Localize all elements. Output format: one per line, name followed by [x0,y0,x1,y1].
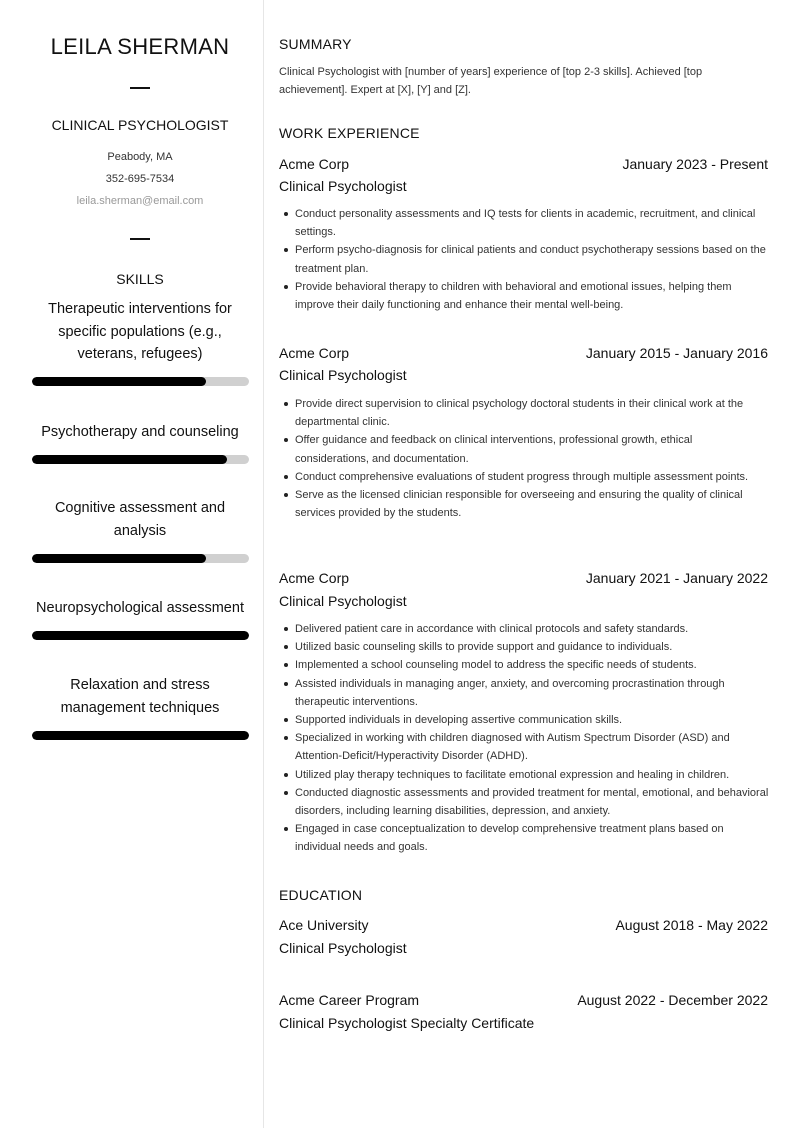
bullet-item: Provide direct supervision to clinical psychology doctoral students in their clinical work at the departmental clinic. [295,395,769,431]
skill-name: Neuropsychological assessment [36,600,244,616]
bullet-item: Implemented a school counseling model to address the specific needs of students. [295,656,769,674]
bullet-item: Provide behavioral therapy to children with behavioral and emotional issues, helping them improve their daily functioning and enhance their mental well-being. [295,278,769,314]
school-name: Ace University [279,917,369,933]
skill-bar-fill [32,455,227,464]
skill-name: Cognitive assessment and analysis [54,500,226,539]
skills-heading: SKILLS [116,271,164,287]
skill-bar [32,731,249,740]
summary-text: Clinical Psychologist with [number of years] experience of [top 2-3 skills]. Achieved [top achievement]. Expert at [X], [Y] and [Z]. [279,66,703,97]
bullet-item: Offer guidance and feedback on clinical interventions, professional growth, ethical considerations, and documentation. [295,431,769,467]
skill-bar-fill [32,731,249,740]
education-dates: August 2018 - May 2022 [615,917,768,933]
bullet-item: Utilized play therapy techniques to facilitate emotional expression and healing in children. [295,766,769,784]
skill-bar [32,377,249,386]
candidate-name: LEILA SHERMAN [50,34,230,59]
divider [130,87,150,89]
job-role: Clinical Psychologist [279,367,407,383]
sidebar [0,0,264,1128]
degree: Clinical Psychologist [279,940,407,956]
company-name: Acme Corp [279,570,350,586]
skill-bar [32,455,249,464]
divider [130,238,150,240]
email[interactable]: leila.sherman@email.com [76,195,204,207]
bullet-item: Conducted diagnostic assessments and provided treatment for mental, emotional, and behavioral disorders, including learning disabilities, depression, and anxiety. [295,784,769,820]
education-heading: EDUCATION [279,887,363,903]
job-bullets [279,205,769,314]
job-dates: January 2023 - Present [622,156,768,172]
bullet-item: Delivered patient care in accordance with clinical protocols and safety standards. [295,620,769,638]
location: Peabody, MA [107,151,173,163]
experience-heading: WORK EXPERIENCE [279,125,420,141]
skill-bar-fill [32,554,206,563]
bullet-item: Utilized basic counseling skills to provide support and guidance to individuals. [295,638,769,656]
bullet-item: Serve as the licensed clinician responsible for overseeing and ensuring the quality of clinical services provided by the students. [295,486,769,522]
company-name: Acme Corp [279,156,350,172]
job-bullets [279,620,769,857]
candidate-title: CLINICAL PSYCHOLOGIST [51,117,229,133]
degree: Clinical Psychologist Specialty Certificate [279,1015,535,1031]
job-dates: January 2015 - January 2016 [585,345,768,361]
skill-bar [32,554,249,563]
phone: 352-695-7534 [105,173,175,185]
skill-name: Therapeutic interventions for specific populations (e.g., veterans, refugees) [48,301,232,362]
company-name: Acme Corp [279,345,350,361]
bullet-item: Conduct personality assessments and IQ tests for clients in academic, recruitment, and clinical settings. [295,205,769,241]
bullet-item: Engaged in case conceptualization to develop comprehensive treatment plans based on individual needs and goals. [295,820,769,856]
skill-name: Psychotherapy and counseling [41,424,239,440]
job-role: Clinical Psychologist [279,593,407,609]
bullet-item: Conduct comprehensive evaluations of student progress through multiple assessment points. [295,468,769,486]
skill-name: Relaxation and stress management techniques [60,677,220,716]
education-dates: August 2022 - December 2022 [577,992,768,1008]
bullet-item: Perform psycho-diagnosis for clinical patients and conduct psychotherapy sessions based on the treatment plan. [295,241,769,277]
job-dates: January 2021 - January 2022 [585,570,768,586]
school-name: Acme Career Program [279,992,420,1008]
bullet-item: Specialized in working with children diagnosed with Autism Spectrum Disorder (ASD) and Attention-Deficit/Hyperactivity Disorder (ADHD). [295,729,769,765]
skill-bar-fill [32,631,249,640]
skill-bar [32,631,249,640]
skill-bar-fill [32,377,206,386]
bullet-item: Assisted individuals in managing anger, anxiety, and overcoming procrastination through therapeutic interventions. [295,675,769,711]
bullet-item: Supported individuals in developing assertive communication skills. [295,711,769,729]
summary-heading: SUMMARY [279,36,352,52]
job-bullets [279,395,769,522]
job-role: Clinical Psychologist [279,178,407,194]
